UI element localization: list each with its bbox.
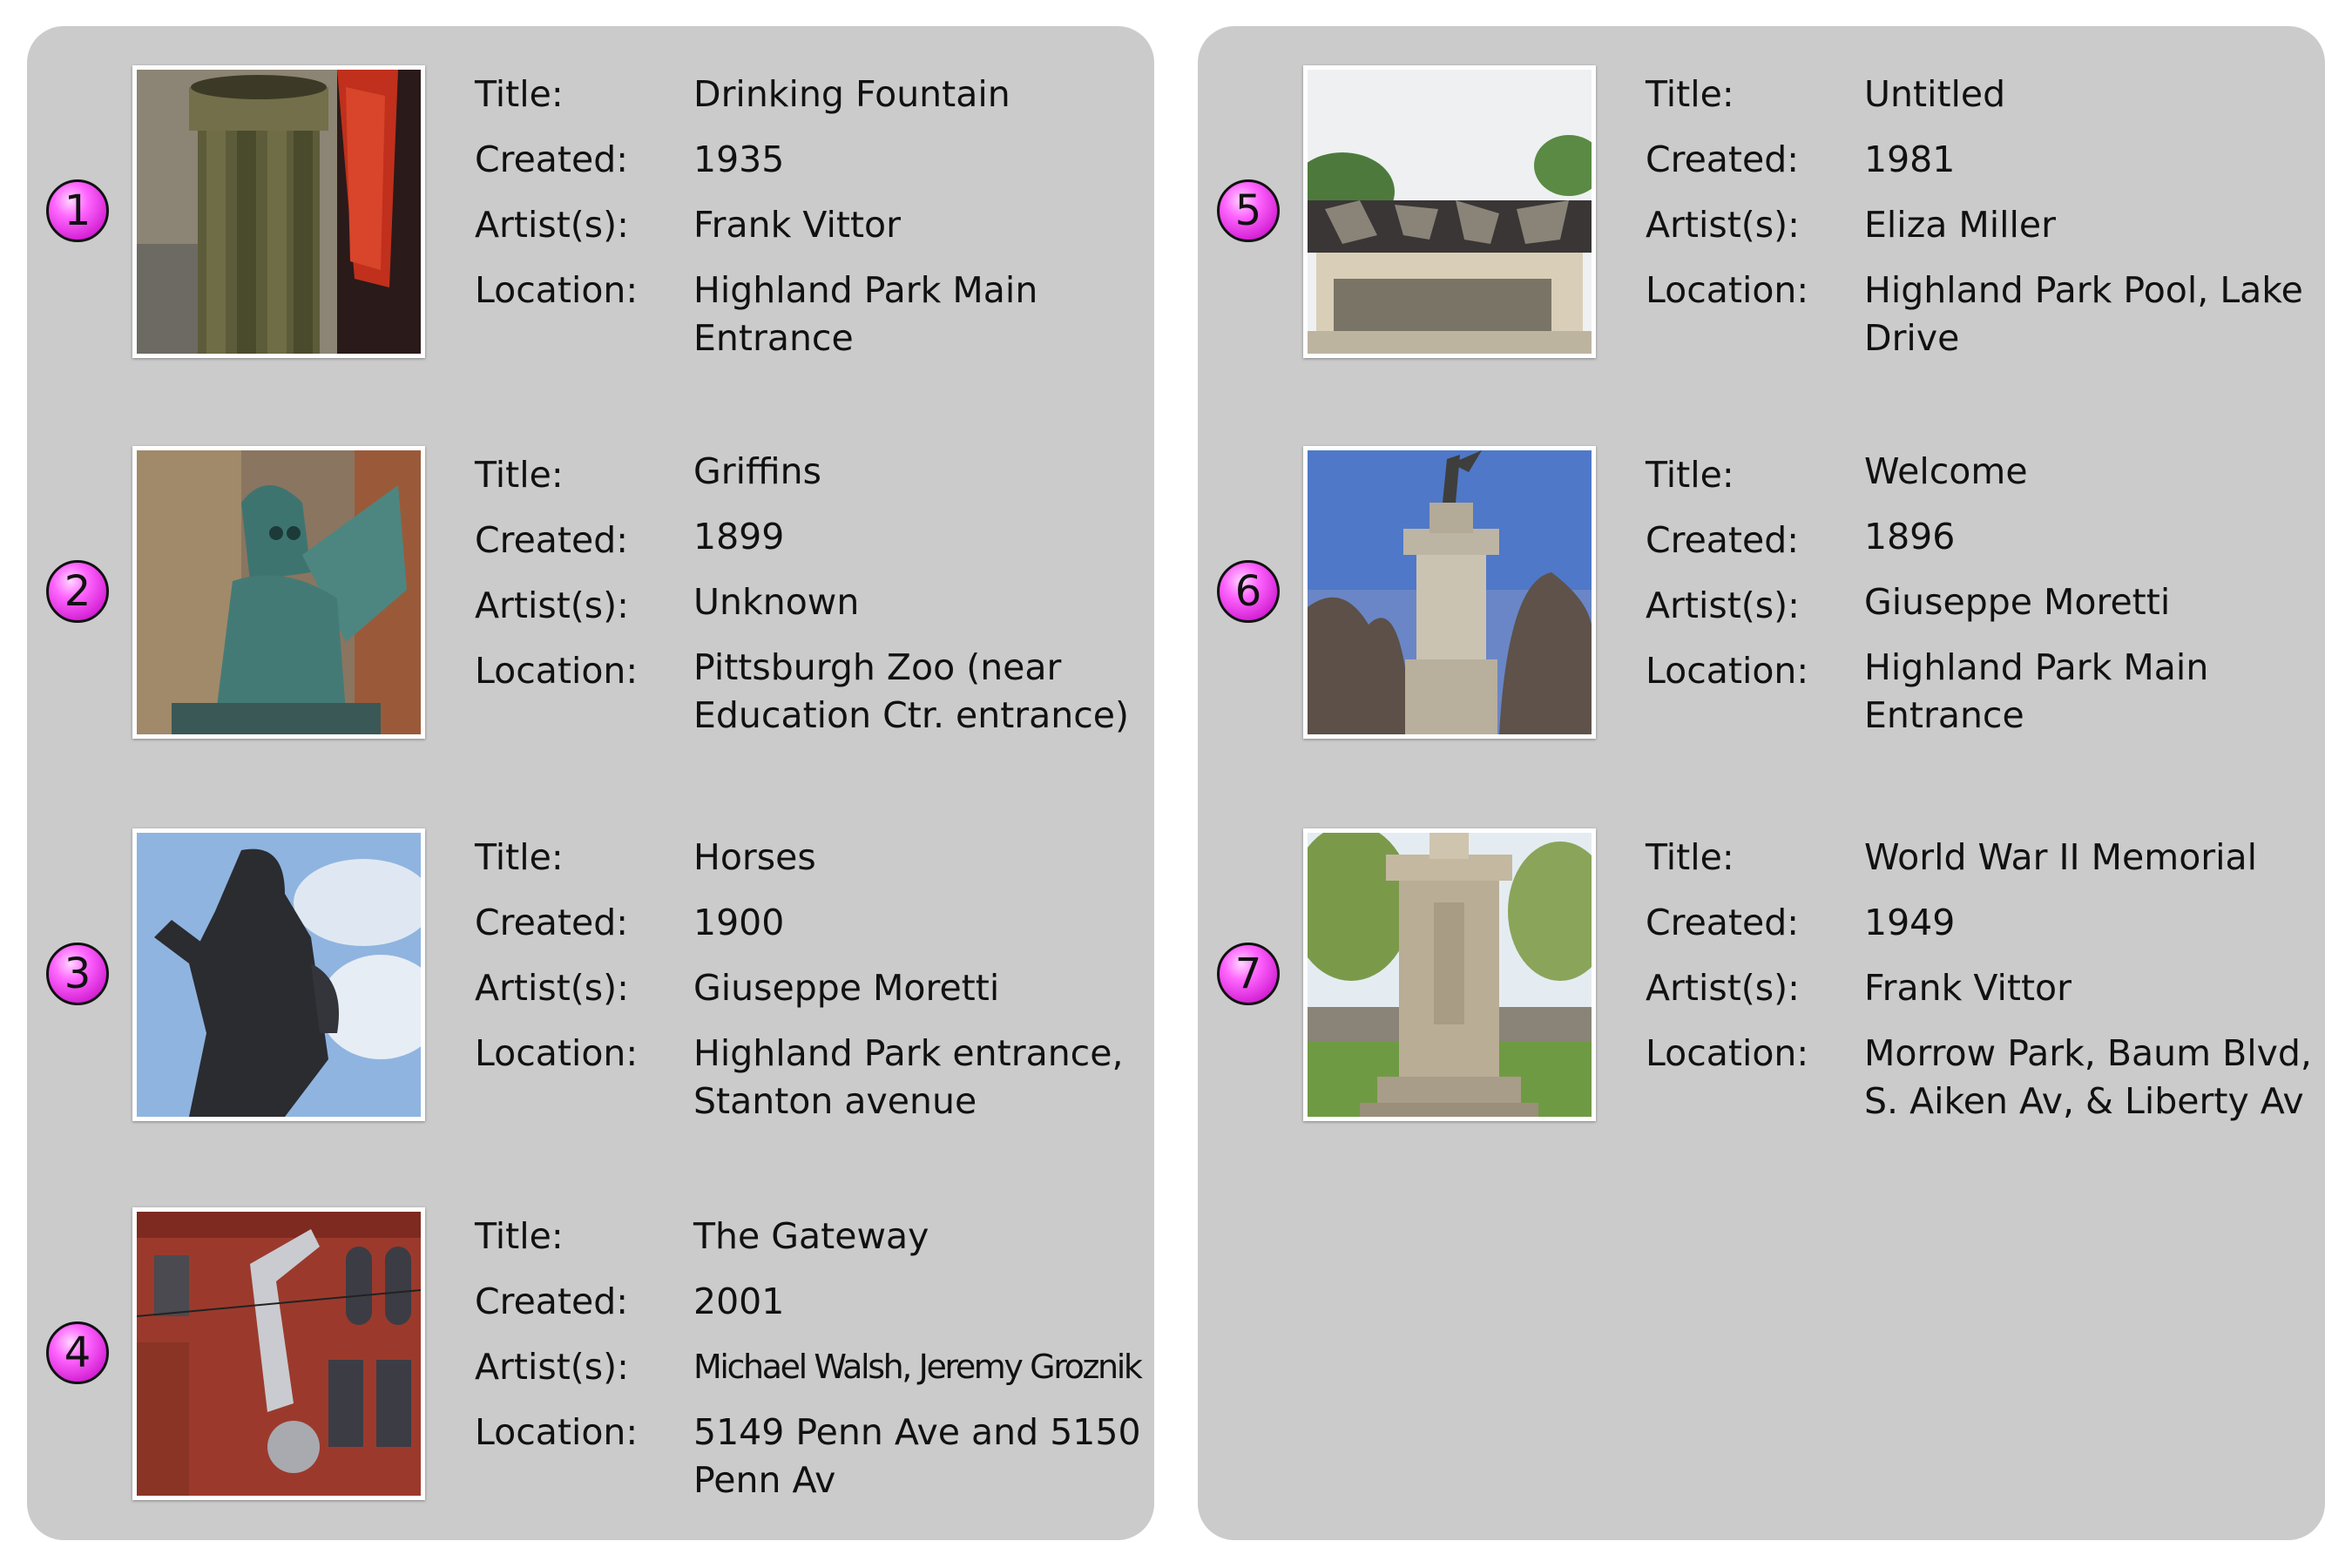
- artists-label: Artist(s):: [475, 967, 629, 1009]
- title-label: Title:: [475, 1215, 564, 1257]
- artists-label: Artist(s):: [1646, 585, 1800, 626]
- created-value: 1899: [693, 516, 785, 558]
- pool-entrance-image: [1308, 70, 1592, 354]
- griffin-statue-image: [137, 450, 421, 734]
- location-value: Highland Park Main Entrance: [1864, 646, 2209, 736]
- location-label: Location:: [475, 1032, 639, 1074]
- location-label: Location:: [475, 650, 639, 692]
- title-value: The Gateway: [693, 1215, 929, 1257]
- artists-label: Artist(s):: [1646, 204, 1800, 246]
- title-value: World War II Memorial: [1864, 836, 2258, 878]
- title-value: Griffins: [693, 450, 822, 492]
- title-label: Title:: [475, 73, 564, 115]
- created-label: Created:: [475, 519, 629, 561]
- artwork-entry-7: [1198, 789, 2325, 1122]
- created-label: Created:: [1646, 139, 1800, 180]
- entry-number-badge: 3: [46, 943, 109, 1005]
- location-label: Location:: [475, 1411, 639, 1453]
- title-value: Drinking Fountain: [693, 73, 1010, 115]
- location-label: Location:: [1646, 650, 1809, 692]
- entry-number-badge: 6: [1217, 560, 1280, 623]
- gateway-sculpture-photo: [132, 1207, 425, 1500]
- horse-statue-photo: [132, 828, 425, 1121]
- entry-number-badge: 1: [46, 179, 109, 242]
- location-value: Morrow Park, Baum Blvd, S. Aiken Av, & Liberty Av: [1864, 1032, 2312, 1122]
- title-label: Title:: [1646, 454, 1734, 496]
- title-value: Horses: [693, 836, 816, 878]
- location-value: Highland Park Pool, Lake Drive: [1864, 269, 2303, 359]
- war-memorial-photo: [1303, 828, 1596, 1121]
- location-value: Highland Park Main Entrance: [693, 269, 1038, 359]
- artwork-entry-3: [27, 789, 1154, 1122]
- title-label: Title:: [475, 454, 564, 496]
- location-label: Location:: [1646, 1032, 1809, 1074]
- artwork-entry-5: [1198, 26, 2325, 359]
- artists-value: Eliza Miller: [1864, 204, 2056, 246]
- artists-value: Michael Walsh, Jeremy Groznik: [693, 1348, 1141, 1386]
- title-value: Welcome: [1864, 450, 2028, 492]
- location-value: Highland Park entrance, Stanton avenue: [693, 1032, 1124, 1122]
- location-label: Location:: [1646, 269, 1809, 311]
- artwork-entry-6: [1198, 407, 2325, 736]
- entry-number-badge: 5: [1217, 179, 1280, 242]
- created-value: 2001: [693, 1281, 785, 1322]
- artwork-panel-left: [27, 26, 1154, 1540]
- location-value: 5149 Penn Ave and 5150 Penn Av: [693, 1411, 1141, 1501]
- welcome-column-image: [1308, 450, 1592, 734]
- artwork-panel-right: [1198, 26, 2325, 1540]
- entry-number-badge: 2: [46, 560, 109, 623]
- gateway-sculpture-image: [137, 1212, 421, 1496]
- artwork-entry-4: [27, 1168, 1154, 1501]
- artists-value: Frank Vittor: [693, 204, 901, 246]
- artwork-entry-2: [27, 407, 1154, 736]
- title-label: Title:: [1646, 73, 1734, 115]
- created-value: 1981: [1864, 139, 1956, 180]
- griffin-statue-photo: [132, 446, 425, 739]
- created-value: 1900: [693, 902, 785, 943]
- created-value: 1949: [1864, 902, 1956, 943]
- created-value: 1896: [1864, 516, 1956, 558]
- artists-value: Giuseppe Moretti: [693, 967, 1000, 1009]
- artists-label: Artist(s):: [475, 1346, 629, 1388]
- title-label: Title:: [1646, 836, 1734, 878]
- pool-entrance-photo: [1303, 65, 1596, 358]
- entry-number-badge: 7: [1217, 943, 1280, 1005]
- artists-label: Artist(s):: [475, 585, 629, 626]
- created-label: Created:: [1646, 902, 1800, 943]
- welcome-column-photo: [1303, 446, 1596, 739]
- location-label: Location:: [475, 269, 639, 311]
- title-value: Untitled: [1864, 73, 2006, 115]
- created-label: Created:: [1646, 519, 1800, 561]
- title-label: Title:: [475, 836, 564, 878]
- horse-statue-image: [137, 833, 421, 1117]
- location-value: Pittsburgh Zoo (near Education Ctr. entrance): [693, 646, 1130, 736]
- artists-label: Artist(s):: [1646, 967, 1800, 1009]
- created-value: 1935: [693, 139, 785, 180]
- created-label: Created:: [475, 1281, 629, 1322]
- drinking-fountain-image: [137, 70, 421, 354]
- created-label: Created:: [475, 139, 629, 180]
- created-label: Created:: [475, 902, 629, 943]
- artists-value: Unknown: [693, 581, 860, 623]
- entry-number-badge: 4: [46, 1321, 109, 1384]
- artwork-entry-1: [27, 26, 1154, 359]
- war-memorial-image: [1308, 833, 1592, 1117]
- artists-value: Frank Vittor: [1864, 967, 2072, 1009]
- artists-label: Artist(s):: [475, 204, 629, 246]
- artists-value: Giuseppe Moretti: [1864, 581, 2171, 623]
- drinking-fountain-photo: [132, 65, 425, 358]
